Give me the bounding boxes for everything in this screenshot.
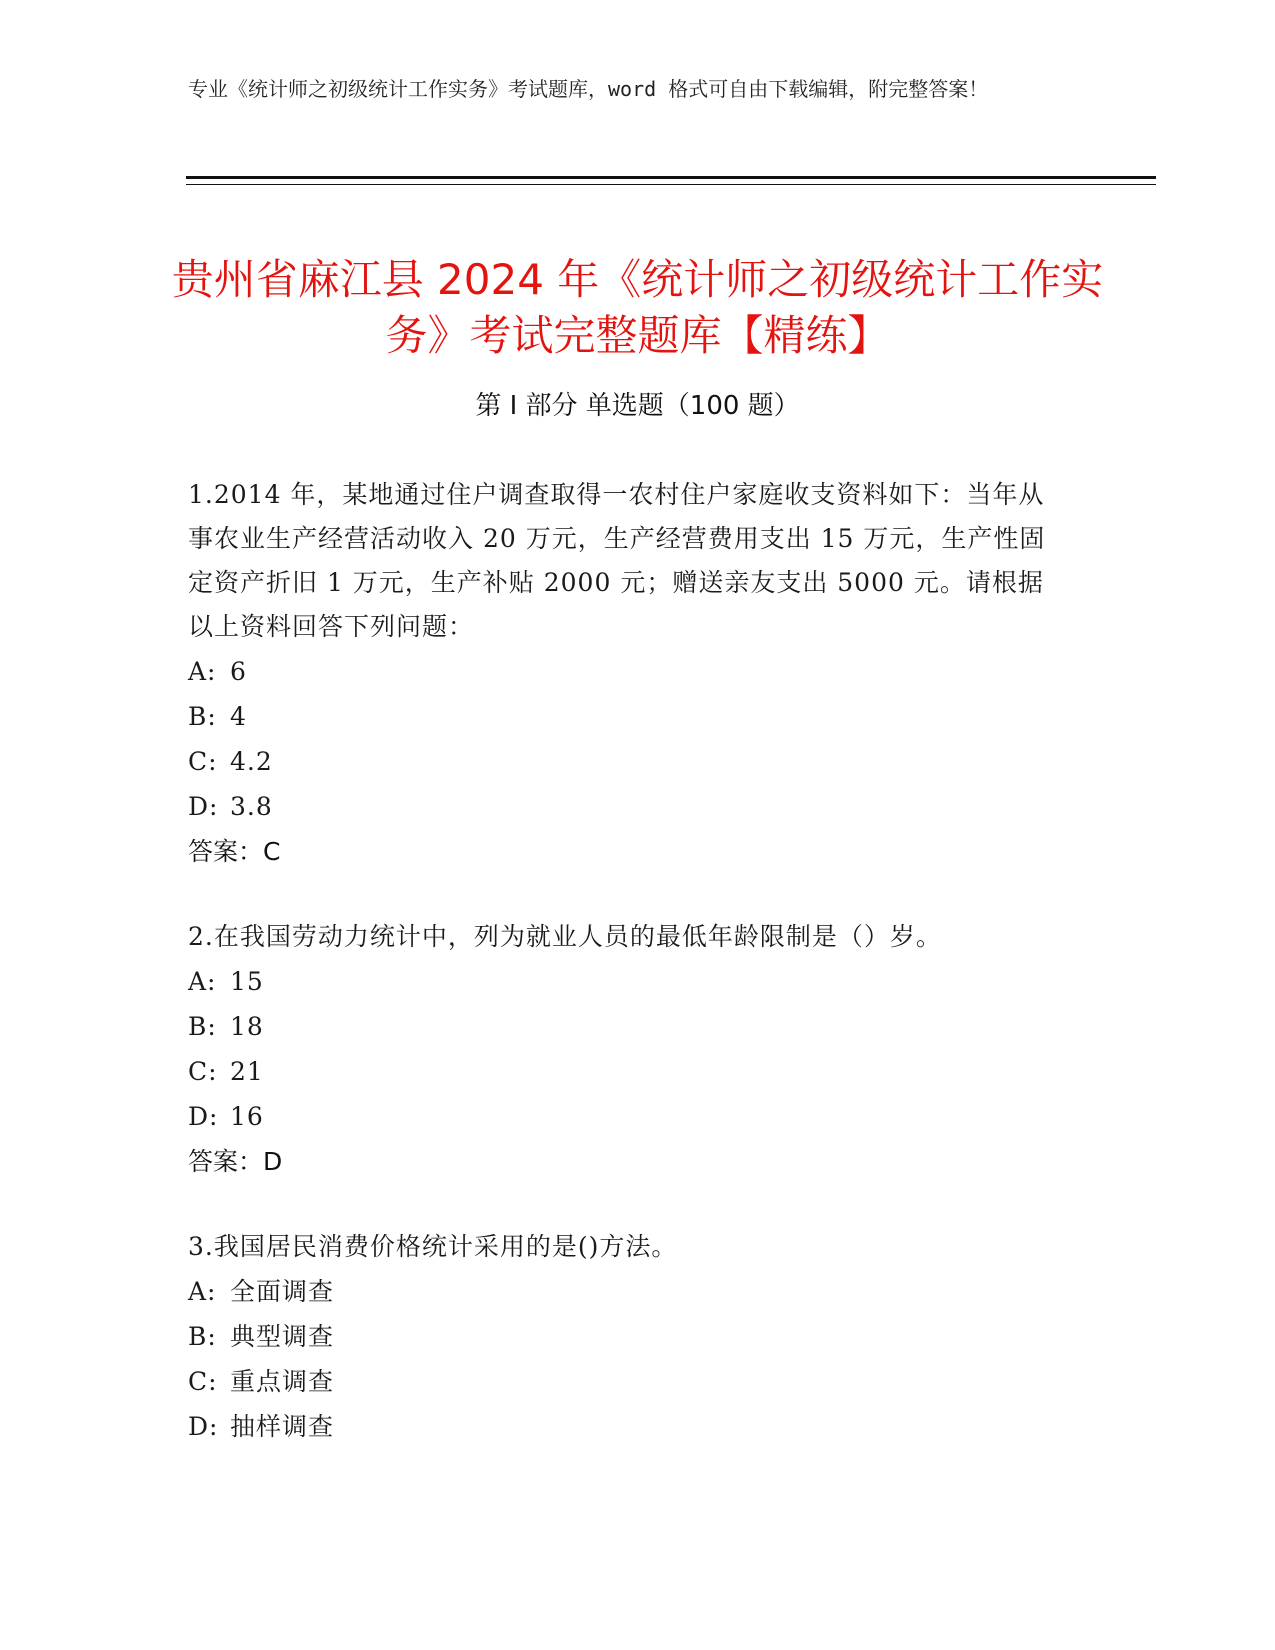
question-stem: 1.2014 年，某地通过住户调查取得一农村住户家庭收支资料如下：当年从事农业生产经营活动收入 20 万元，生产经营费用支出 15 万元，生产性固定资产折旧 1 万元，生产补贴 2000 元；赠送亲友支出 5000 元。请根据以上资料回答下列问题： <box>188 480 1046 641</box>
option-text: 抽样调查 <box>230 1412 335 1441</box>
option-text: 4 <box>230 702 247 731</box>
option-key: D: <box>188 1412 219 1441</box>
question-2 <box>188 915 1068 1185</box>
option-key: A: <box>188 657 217 686</box>
option-key: C: <box>188 1057 218 1086</box>
option-c <box>188 1359 1068 1404</box>
answer-line: 答案：C <box>188 837 281 866</box>
section-heading: 第 I 部分 单选题（100 题） <box>475 391 800 421</box>
option-text: 21 <box>230 1057 264 1086</box>
header-divider-thick <box>186 176 1156 179</box>
header-divider-thin <box>186 184 1156 185</box>
option-text: 全面调查 <box>230 1277 335 1306</box>
document-title: 贵州省麻江县 2024 年《统计师之初级统计工作实务》考试完整题库【精练】 <box>171 255 1104 361</box>
option-a <box>188 959 1068 1004</box>
option-b <box>188 694 1068 739</box>
option-b <box>188 1004 1068 1049</box>
option-key: D: <box>188 1102 219 1131</box>
option-c <box>188 1049 1068 1094</box>
option-key: A: <box>188 967 217 996</box>
option-key: A: <box>188 1277 217 1306</box>
option-text: 18 <box>230 1012 264 1041</box>
option-key: C: <box>188 747 218 776</box>
option-text: 15 <box>230 967 264 996</box>
question-1 <box>188 473 1068 875</box>
option-a <box>188 649 1068 694</box>
option-text: 16 <box>230 1102 264 1131</box>
question-stem: 2.在我国劳动力统计中，列为就业人员的最低年龄限制是（）岁。 <box>188 922 942 951</box>
option-key: C: <box>188 1367 218 1396</box>
option-key: B: <box>188 702 217 731</box>
option-d <box>188 784 1068 829</box>
header-note: 专业《统计师之初级统计工作实务》考试题库，word 格式可自由下载编辑，附完整答案！ <box>188 77 989 101</box>
option-text: 4.2 <box>230 747 273 776</box>
answer-line: 答案：D <box>188 1147 283 1176</box>
option-a <box>188 1269 1068 1314</box>
option-text: 重点调查 <box>230 1367 335 1396</box>
option-text: 6 <box>230 657 247 686</box>
option-d <box>188 1404 1068 1449</box>
question-list <box>188 473 1068 1489</box>
option-d <box>188 1094 1068 1139</box>
option-key: B: <box>188 1012 217 1041</box>
option-key: B: <box>188 1322 217 1351</box>
option-b <box>188 1314 1068 1359</box>
option-text: 典型调查 <box>230 1322 335 1351</box>
option-c <box>188 739 1068 784</box>
question-3 <box>188 1225 1068 1449</box>
option-key: D: <box>188 792 219 821</box>
option-text: 3.8 <box>230 792 273 821</box>
question-stem: 3.我国居民消费价格统计采用的是()方法。 <box>188 1232 678 1261</box>
